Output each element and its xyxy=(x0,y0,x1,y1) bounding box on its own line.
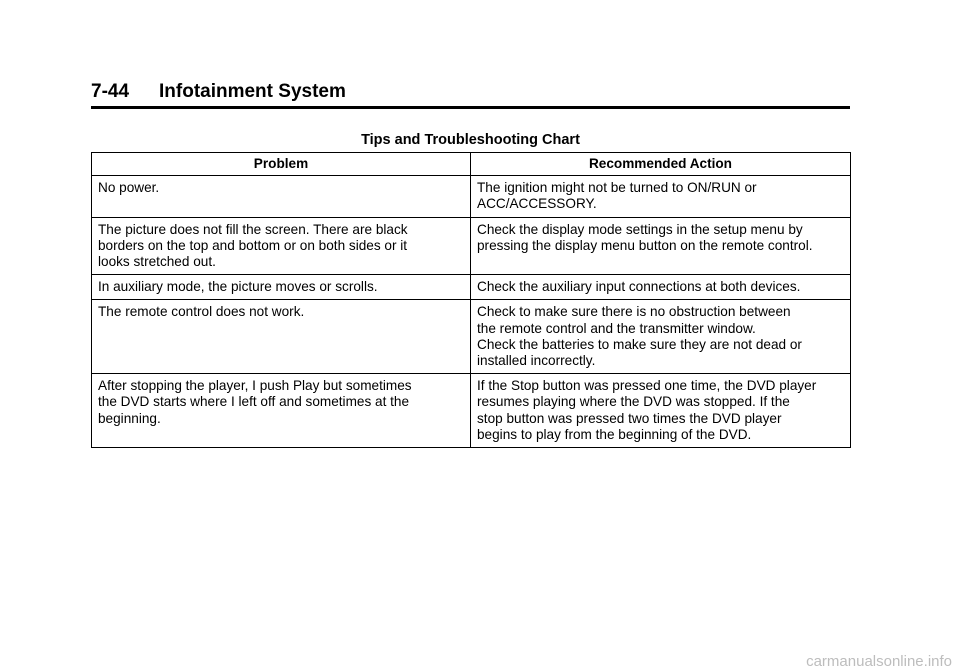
table-row xyxy=(92,300,851,374)
table-row xyxy=(92,275,851,300)
action-text: installed incorrectly. xyxy=(477,353,596,369)
section-title: Infotainment System xyxy=(159,81,346,102)
problem-text: borders on the top and bottom or on both sides or it xyxy=(98,237,408,253)
problem-text: In auxiliary mode, the picture moves or scrolls. xyxy=(98,279,378,295)
action-text: ACC/ACCESSORY. xyxy=(477,196,597,212)
page-number: 7-44 xyxy=(91,81,130,102)
problem-text: beginning. xyxy=(98,410,161,426)
action-cell xyxy=(471,300,851,374)
table-row xyxy=(92,374,851,448)
table-row xyxy=(92,217,851,275)
page-header xyxy=(91,80,850,109)
watermark: carmanualsonline.info xyxy=(806,653,952,670)
problem-text: The picture does not fill the screen. There are black xyxy=(98,221,408,237)
table-title: Tips and Troubleshooting Chart xyxy=(361,132,580,148)
problem-cell xyxy=(92,300,471,374)
action-cell xyxy=(471,217,851,275)
problem-text: The remote control does not work. xyxy=(98,304,305,320)
action-text: begins to play from the beginning of the DVD. xyxy=(477,426,752,442)
column-header-problem: Problem xyxy=(92,153,471,176)
action-text: the remote control and the transmitter window. xyxy=(477,320,756,336)
action-text: If the Stop button was pressed one time, the DVD player xyxy=(477,378,817,394)
action-cell xyxy=(471,374,851,448)
problem-cell xyxy=(92,275,471,300)
column-header-recommended-action: Recommended Action xyxy=(471,153,851,176)
problem-text: No power. xyxy=(98,180,160,196)
table-row xyxy=(92,176,851,217)
action-text: Check the batteries to make sure they are not dead or xyxy=(477,336,802,352)
action-cell xyxy=(471,275,851,300)
problem-text: the DVD starts where I left off and sometimes at the xyxy=(98,394,410,410)
problem-cell xyxy=(92,176,471,217)
troubleshooting-table xyxy=(91,152,851,448)
action-text: pressing the display menu button on the remote control. xyxy=(477,237,813,253)
action-text: Check to make sure there is no obstruction between xyxy=(477,304,791,320)
action-text: Check the display mode settings in the setup menu by xyxy=(477,221,803,237)
problem-cell xyxy=(92,217,471,275)
problem-text: looks stretched out. xyxy=(98,254,216,270)
problem-cell xyxy=(92,374,471,448)
action-cell xyxy=(471,176,851,217)
action-text: stop button was pressed two times the DVD player xyxy=(477,410,782,426)
action-text: resumes playing where the DVD was stopped. If the xyxy=(477,394,790,410)
problem-text: After stopping the player, I push Play but sometimes xyxy=(98,378,412,394)
action-text: Check the auxiliary input connections at both devices. xyxy=(477,279,801,295)
table-header-row xyxy=(92,153,851,176)
action-text: The ignition might not be turned to ON/RUN or xyxy=(477,180,757,196)
